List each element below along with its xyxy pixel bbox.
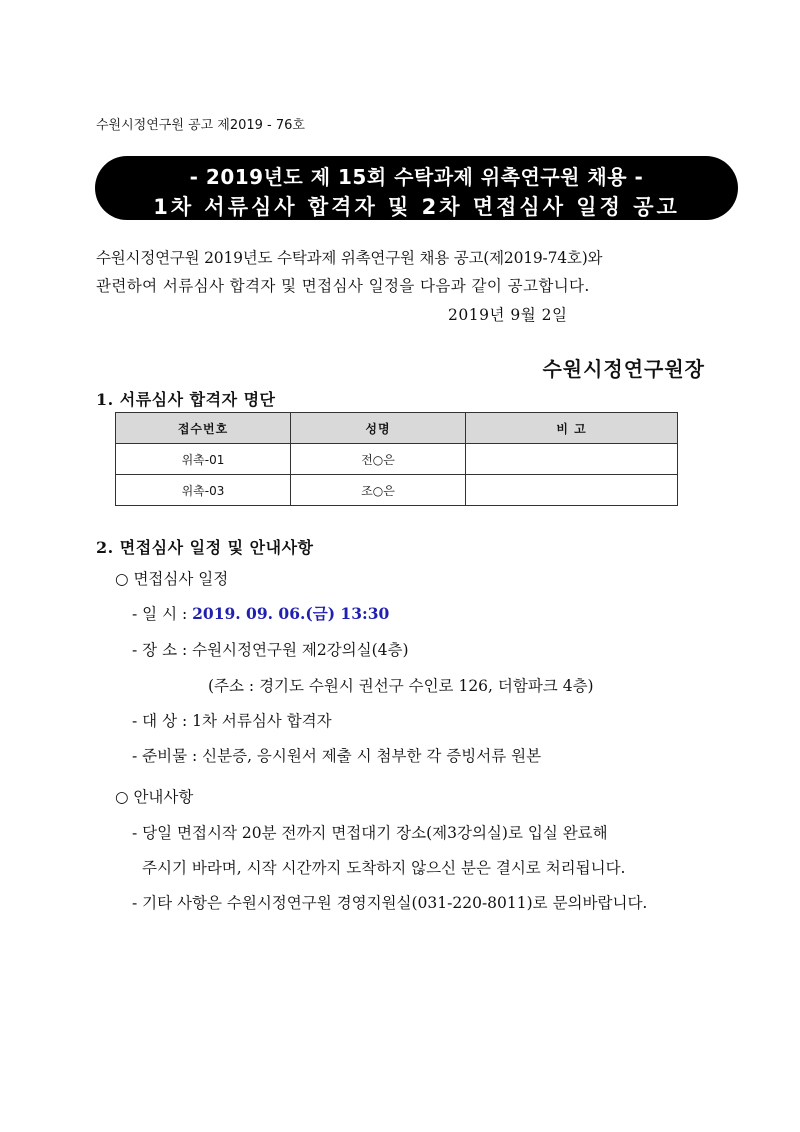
- cell-receipt-no: 위촉-01: [116, 444, 291, 475]
- col-header-remarks: 비 고: [466, 413, 678, 444]
- section-1-title: 1. 서류심사 합격자 명단: [96, 390, 276, 409]
- schedule-datetime: [132, 602, 389, 624]
- guide-item-1-line-1: - 당일 면접시작 20분 전까지 면접대기 장소(제3강의실)로 입실 완료해: [132, 824, 608, 842]
- table-row: [116, 444, 678, 475]
- cell-name: 조○은: [291, 475, 466, 506]
- intro-line-2: 관련하여 서류심사 합격자 및 면접심사 일정을 다음과 같이 공고합니다.: [96, 277, 590, 295]
- table-header-row: [116, 413, 678, 444]
- datetime-value: 2019. 09. 06.(금) 13:30: [192, 604, 390, 623]
- pass-table: [115, 412, 678, 506]
- cell-receipt-no: 위촉-03: [116, 475, 291, 506]
- datetime-label: - 일 시 :: [132, 605, 193, 623]
- title-line-2: 1차 서류심사 합격자 및 2차 면접심사 일정 공고: [153, 195, 680, 219]
- schedule-prepare: - 준비물 : 신분증, 응시원서 제출 시 첨부한 각 증빙서류 원본: [132, 747, 542, 765]
- notice-date: 2019년 9월 2일: [448, 306, 568, 324]
- signer: 수원시정연구원장: [542, 357, 705, 381]
- schedule-place: - 장 소 : 수원시정연구원 제2강의실(4층): [132, 641, 409, 659]
- title-banner: [95, 156, 738, 220]
- notice-number: 수원시정연구원 공고 제2019 - 76호: [96, 118, 305, 133]
- cell-name: 전○은: [291, 444, 466, 475]
- guide-item-2: - 기타 사항은 수원시정연구원 경영지원실(031-220-8011)로 문의바랍니다.: [132, 894, 648, 912]
- cell-remarks: [466, 475, 678, 506]
- schedule-target: - 대 상 : 1차 서류심사 합격자: [132, 712, 332, 730]
- guide-heading: ○ 안내사항: [115, 788, 194, 806]
- schedule-address: (주소 : 경기도 수원시 권선구 수인로 126, 더함파크 4층): [208, 677, 594, 695]
- col-header-receipt-no: 접수번호: [116, 413, 291, 444]
- intro-line-1: 수원시정연구원 2019년도 수탁과제 위촉연구원 채용 공고(제2019-74호)와: [96, 249, 603, 267]
- guide-item-1-line-2: 주시기 바라며, 시작 시간까지 도착하지 않으신 분은 결시로 처리됩니다.: [142, 859, 626, 877]
- title-line-1: - 2019년도 제 15회 수탁과제 위촉연구원 채용 -: [189, 165, 644, 189]
- schedule-heading: ○ 면접심사 일정: [115, 570, 229, 588]
- col-header-name: 성명: [291, 413, 466, 444]
- section-2-title: 2. 면접심사 일정 및 안내사항: [96, 538, 314, 557]
- cell-remarks: [466, 444, 678, 475]
- table-row: [116, 475, 678, 506]
